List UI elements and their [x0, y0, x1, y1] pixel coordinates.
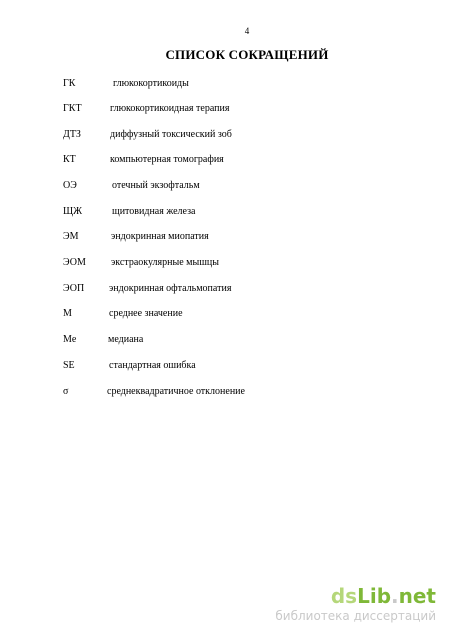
abbreviation-definition: среднеквадратичное отклонение [107, 386, 245, 397]
abbreviation-term: ЭОМ [63, 257, 86, 268]
abbreviation-term: ГК [63, 78, 76, 89]
abbreviation-term: ЩЖ [63, 206, 83, 217]
abbreviation-term: σ [63, 386, 69, 397]
abbreviation-definition: медиана [108, 334, 144, 345]
logo-lib: Lib [357, 584, 392, 608]
abbreviation-definition: эндокринная офтальмопатия [109, 283, 232, 294]
page-number: 4 [244, 26, 250, 36]
abbreviation-term: ДТЗ [63, 129, 81, 140]
abbreviation-definition: глюкокортикоиды [113, 78, 189, 89]
abbreviation-definition: эндокринная миопатия [111, 231, 209, 242]
abbreviation-term: КТ [63, 154, 76, 165]
abbreviation-definition: диффузный токсический зоб [110, 129, 232, 140]
page-title: СПИСОК СОКРАЩЕНИЙ [165, 47, 329, 62]
logo-dot: . [391, 584, 399, 608]
logo-ds: ds [330, 584, 358, 608]
dslib-subtitle: библиотека диссертаций [275, 609, 436, 623]
abbreviation-term: SE [63, 360, 75, 371]
abbreviation-definition: стандартная ошибка [109, 360, 196, 371]
abbreviation-definition: компьютерная томография [110, 154, 224, 165]
abbreviation-term: ЭОП [63, 283, 85, 294]
abbreviation-definition: глюкокортикоидная терапия [110, 103, 230, 114]
abbreviation-term: Me [63, 334, 77, 345]
abbreviation-definition: щитовидная железа [112, 206, 196, 217]
dslib-logo [331, 585, 436, 607]
abbreviation-term: ОЭ [63, 180, 77, 191]
abbreviation-term: M [63, 308, 72, 319]
logo-net: net [398, 584, 436, 608]
abbreviation-definition: экстраокулярные мышцы [111, 257, 219, 268]
abbreviation-term: ГКТ [63, 103, 82, 114]
abbreviation-term: ЭМ [63, 231, 79, 242]
abbreviation-definition: отечный экзофтальм [112, 180, 200, 191]
abbreviation-definition: среднее значение [109, 308, 183, 319]
dslib-watermark [266, 585, 436, 629]
